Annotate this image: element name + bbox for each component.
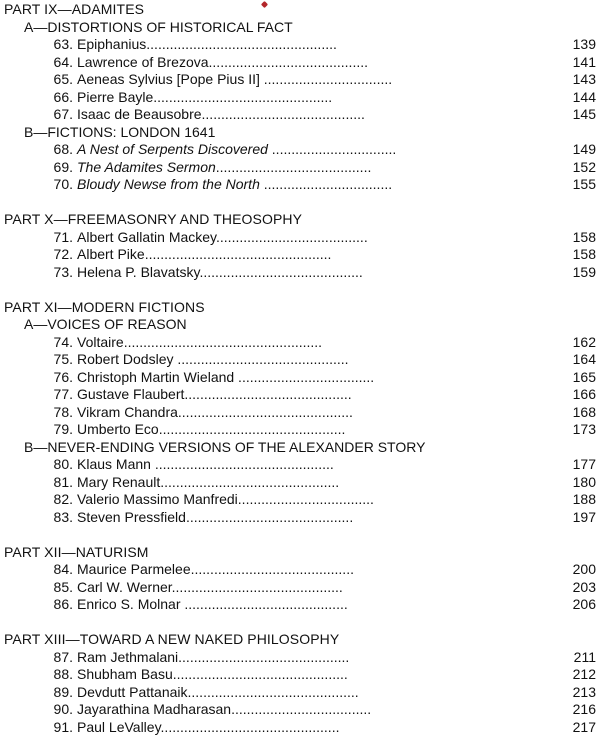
dot-leader: ....................................... bbox=[216, 228, 368, 245]
dot-leader: .......................................... bbox=[199, 263, 363, 280]
part-title: PART XII—NATURISM bbox=[4, 543, 149, 560]
toc-entry bbox=[0, 53, 600, 72]
page-number: 180 bbox=[572, 473, 596, 490]
entry-number: 81. bbox=[53, 473, 73, 490]
entry-title-text: Klaus Mann bbox=[77, 456, 151, 472]
entry-title-text: Vikram Chandra bbox=[77, 403, 178, 420]
page-number: 144 bbox=[572, 88, 596, 105]
dot-leader: ................................ bbox=[267, 141, 397, 157]
dot-leader: ................................... bbox=[237, 491, 374, 507]
page-number: 158 bbox=[572, 228, 596, 245]
spacer bbox=[0, 613, 600, 632]
entry-title-text: Epiphanius bbox=[77, 36, 147, 52]
entry-number: 87. bbox=[53, 648, 73, 665]
toc-entry bbox=[0, 158, 600, 177]
page-number: 200 bbox=[572, 561, 596, 577]
page-number: 159 bbox=[572, 263, 596, 280]
dot-leader: ........................................ bbox=[215, 158, 372, 175]
part-title: PART IX—ADAMITES bbox=[4, 1, 145, 17]
toc-entry bbox=[0, 473, 600, 492]
entry-number: 68. bbox=[53, 141, 73, 157]
entry-number: 65. bbox=[53, 71, 73, 87]
page-number: 212 bbox=[572, 666, 596, 682]
entry-title-text: Christoph Martin Wieland bbox=[77, 368, 235, 385]
entry-title-text: Shubham Basu bbox=[77, 666, 173, 682]
toc-entry bbox=[0, 70, 600, 89]
entry-title bbox=[77, 333, 322, 352]
entry-number: 77. bbox=[53, 386, 73, 402]
section-heading bbox=[0, 18, 600, 37]
part-heading bbox=[0, 0, 600, 19]
entry-title-text: Albert Pike bbox=[77, 246, 145, 262]
toc-entry bbox=[0, 578, 600, 597]
dot-leader: .................................... bbox=[231, 701, 372, 717]
toc-entry bbox=[0, 595, 600, 614]
part-title: PART X—FREEMASONRY AND THEOSOPHY bbox=[4, 211, 303, 227]
page-number: 203 bbox=[572, 578, 596, 595]
page-number: 139 bbox=[572, 36, 596, 52]
entry-title-text: Bloudy Newse from the North bbox=[77, 176, 260, 192]
dot-leader: .............................................. bbox=[160, 473, 340, 490]
entry-title-text: Jayarathina Madharasan bbox=[77, 701, 232, 717]
toc-entry bbox=[0, 175, 600, 194]
entry-title-text: Ram Jethmalani bbox=[77, 648, 179, 665]
dot-leader: ............................................ bbox=[187, 683, 359, 700]
page-number: 164 bbox=[572, 351, 596, 367]
page-number: 177 bbox=[572, 456, 596, 472]
entry-title-text: Lawrence of Brezova bbox=[77, 53, 209, 70]
entry-title bbox=[77, 263, 363, 282]
section-title: A—DISTORTIONS OF HISTORICAL FACT bbox=[24, 18, 293, 35]
entry-number: 76. bbox=[53, 368, 73, 385]
entry-title-text: Steven Pressfield bbox=[77, 508, 186, 525]
entry-title bbox=[77, 245, 331, 264]
toc-entry bbox=[0, 333, 600, 352]
toc-entry bbox=[0, 490, 600, 509]
entry-number: 67. bbox=[53, 106, 73, 122]
entry-number: 88. bbox=[53, 666, 73, 682]
dot-leader: .......................................... bbox=[201, 106, 365, 122]
section-heading bbox=[0, 123, 600, 142]
entry-title bbox=[77, 350, 349, 369]
entry-title-text: Gustave Flaubert bbox=[77, 386, 185, 402]
toc-entry bbox=[0, 648, 600, 667]
page-number: 158 bbox=[572, 246, 596, 262]
entry-title bbox=[77, 368, 374, 387]
entry-title bbox=[77, 578, 343, 597]
page-number: 216 bbox=[572, 701, 596, 717]
entry-title bbox=[77, 560, 354, 579]
page-number: 162 bbox=[572, 333, 596, 350]
entry-title bbox=[77, 140, 396, 159]
entry-number: 89. bbox=[53, 683, 73, 700]
entry-number: 83. bbox=[53, 508, 73, 525]
entry-title bbox=[77, 490, 374, 509]
entry-title bbox=[77, 105, 365, 124]
dot-leader: ............................................. bbox=[172, 666, 348, 682]
entry-number: 69. bbox=[53, 158, 73, 175]
dot-leader: ......................................... bbox=[208, 53, 369, 70]
entry-title bbox=[77, 403, 353, 422]
dot-leader: .............................................. bbox=[150, 456, 334, 472]
dot-leader: ............................................ bbox=[178, 648, 350, 665]
entry-number: 79. bbox=[53, 421, 73, 437]
toc-entry bbox=[0, 245, 600, 264]
entry-title bbox=[77, 420, 345, 439]
entry-title bbox=[77, 455, 334, 474]
entry-number: 74. bbox=[53, 333, 73, 350]
entry-number: 78. bbox=[53, 403, 73, 420]
spacer bbox=[0, 280, 600, 299]
dot-leader: .......................................... bbox=[180, 596, 348, 612]
part-heading bbox=[0, 543, 600, 562]
entry-number: 71. bbox=[53, 228, 73, 245]
page-number: 143 bbox=[572, 71, 596, 87]
entry-number: 64. bbox=[53, 53, 73, 70]
entry-title-text: Valerio Massimo Manfredi bbox=[77, 491, 238, 507]
toc-entry bbox=[0, 700, 600, 719]
entry-number: 66. bbox=[53, 88, 73, 105]
entry-title-text: Aeneas Sylvius [Pope Pius II] bbox=[77, 71, 260, 87]
entry-title-text: A Nest of Serpents Discovered bbox=[77, 141, 268, 157]
toc-entry bbox=[0, 420, 600, 439]
entry-title bbox=[77, 683, 359, 702]
part-heading bbox=[0, 630, 600, 649]
section-title: B—NEVER-ENDING VERSIONS OF THE ALEXANDER STORY bbox=[24, 438, 426, 455]
dot-leader: ................................................. bbox=[146, 36, 337, 52]
dot-leader: .......................................... bbox=[190, 561, 354, 577]
entry-title bbox=[77, 508, 353, 527]
entry-title bbox=[77, 700, 371, 719]
dot-leader: ................................................ bbox=[144, 246, 332, 262]
page-number: 145 bbox=[572, 106, 596, 122]
page-number: 197 bbox=[572, 508, 596, 525]
dot-leader: .............................................. bbox=[160, 718, 340, 735]
toc-entry bbox=[0, 683, 600, 702]
entry-number: 72. bbox=[53, 246, 73, 262]
section-title: A—VOICES OF REASON bbox=[24, 316, 187, 332]
page-number: 188 bbox=[572, 491, 596, 507]
dot-leader: ................................................... bbox=[123, 333, 323, 350]
dot-leader: ................................. bbox=[259, 71, 393, 87]
toc-entry bbox=[0, 455, 600, 474]
dot-leader: ................................. bbox=[259, 176, 393, 192]
section-heading bbox=[0, 315, 600, 334]
page-number: 211 bbox=[573, 648, 596, 665]
page-number: 152 bbox=[572, 158, 596, 175]
entry-number: 73. bbox=[53, 263, 73, 280]
dot-leader: ................................................ bbox=[158, 421, 346, 437]
toc-entry bbox=[0, 140, 600, 159]
toc-entry bbox=[0, 88, 600, 107]
entry-title-text: Carl W. Werner bbox=[77, 578, 172, 595]
entry-title bbox=[77, 648, 349, 667]
entry-title-text: Isaac de Beausobre bbox=[77, 106, 202, 122]
toc-entry bbox=[0, 508, 600, 527]
entry-number: 70. bbox=[53, 176, 73, 192]
page-number: 173 bbox=[572, 421, 596, 437]
entry-title-text: Enrico S. Molnar bbox=[77, 596, 181, 612]
entry-number: 80. bbox=[53, 456, 73, 472]
spacer bbox=[0, 525, 600, 544]
dot-leader: ............................................ bbox=[173, 351, 349, 367]
entry-title bbox=[77, 228, 368, 247]
part-heading bbox=[0, 298, 600, 317]
entry-title-text: Mary Renault bbox=[77, 473, 161, 490]
entry-title-text: Albert Gallatin Mackey bbox=[77, 228, 217, 245]
entry-title bbox=[77, 35, 337, 54]
entry-title-text: The Adamites Sermon bbox=[77, 158, 216, 175]
part-title: PART XIII—TOWARD A NEW NAKED PHILOSOPHY bbox=[4, 631, 340, 647]
entry-title bbox=[77, 595, 348, 614]
entry-title bbox=[77, 718, 339, 737]
page-number: 149 bbox=[572, 141, 596, 157]
toc-entry bbox=[0, 263, 600, 282]
entry-title-text: Maurice Parmelee bbox=[77, 561, 191, 577]
page-number: 168 bbox=[572, 403, 596, 420]
dot-leader: ................................... bbox=[234, 368, 375, 385]
toc-entry bbox=[0, 228, 600, 247]
entry-number: 91. bbox=[53, 718, 73, 735]
toc-entry bbox=[0, 718, 600, 737]
page-number: 166 bbox=[572, 386, 596, 402]
entry-title-text: Helena P. Blavatsky bbox=[77, 263, 200, 280]
entry-number: 63. bbox=[53, 36, 73, 52]
dot-leader: ........................................... bbox=[184, 386, 352, 402]
toc-entry bbox=[0, 105, 600, 124]
toc-entry bbox=[0, 665, 600, 684]
entry-number: 82. bbox=[53, 491, 73, 507]
entry-title-text: Paul LeValley bbox=[77, 718, 161, 735]
entry-title-text: Robert Dodsley bbox=[77, 351, 174, 367]
page-number: 217 bbox=[572, 718, 596, 735]
entry-title bbox=[77, 473, 339, 492]
toc-entry bbox=[0, 403, 600, 422]
toc-entry bbox=[0, 368, 600, 387]
section-title: B—FICTIONS: LONDON 1641 bbox=[24, 123, 216, 140]
page-number: 213 bbox=[572, 683, 596, 700]
page-number: 165 bbox=[572, 368, 596, 385]
entry-title-text: Umberto Eco bbox=[77, 421, 159, 437]
dot-leader: ............................................ bbox=[171, 578, 343, 595]
entry-title-text: Voltaire bbox=[77, 333, 124, 350]
page-number: 141 bbox=[572, 53, 596, 70]
entry-title bbox=[77, 70, 392, 89]
page-number: 155 bbox=[572, 176, 596, 192]
toc-entry bbox=[0, 385, 600, 404]
section-heading bbox=[0, 438, 600, 457]
dot-leader: ............................................. bbox=[177, 403, 353, 420]
entry-title bbox=[77, 665, 348, 684]
dot-leader: ........................................... bbox=[185, 508, 354, 525]
page-number: 206 bbox=[572, 596, 596, 612]
entry-title bbox=[77, 158, 371, 177]
entry-number: 75. bbox=[53, 351, 73, 367]
toc-entry bbox=[0, 35, 600, 54]
entry-number: 85. bbox=[53, 578, 73, 595]
entry-title bbox=[77, 88, 332, 107]
entry-title-text: Pierre Bayle bbox=[77, 88, 154, 105]
toc-entry bbox=[0, 560, 600, 579]
part-title: PART XI—MODERN FICTIONS bbox=[4, 298, 205, 315]
spacer bbox=[0, 193, 600, 212]
dot-leader: .............................................. bbox=[153, 88, 333, 105]
entry-title bbox=[77, 175, 392, 194]
entry-number: 86. bbox=[53, 596, 73, 612]
entry-number: 90. bbox=[53, 701, 73, 717]
entry-title-text: Devdutt Pattanaik bbox=[77, 683, 188, 700]
entry-title bbox=[77, 385, 352, 404]
entry-title bbox=[77, 53, 368, 72]
part-heading bbox=[0, 210, 600, 229]
entry-number: 84. bbox=[53, 561, 73, 577]
toc-entry bbox=[0, 350, 600, 369]
